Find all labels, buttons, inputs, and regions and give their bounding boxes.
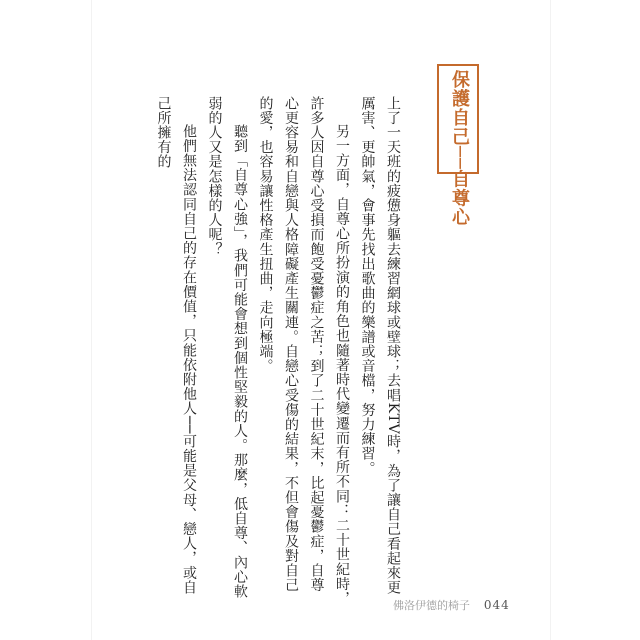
page-footer (393, 597, 510, 613)
page-number: 044 (483, 598, 510, 612)
section-heading: 保護自己──自尊心 (449, 70, 470, 227)
paragraph-2: 上了一天班的疲憊身軀去練習網球或壁球；去唱KTV時，為了讓自己看起來更厲害、更帥氣，會事先找出歌曲的樂譜或音檔，努力練習。 (359, 96, 401, 595)
footer-book-title: 佛洛伊德的椅子 (393, 599, 470, 612)
paragraph-3: 另一方面，自尊心所扮演的角色也隨著時代變遷而有所不同：二十世紀時，許多人因自尊心受損而飽受憂鬱症之苦；到了二十世紀末，比起憂鬱症，自尊心更容易和自戀與人格障礙產生關連。自戀心受傷的結果，不但會傷及對自己的愛，也容易讓性格產生扭曲，走向極端。 (257, 96, 350, 606)
paragraph-4: 聽到「自尊心強」，我們可能會想到個性堅毅的人。那麼，低自尊、內心軟弱的人又是怎樣的人呢？ (206, 96, 248, 599)
body-text-area (150, 96, 405, 606)
body-text-column (150, 96, 405, 606)
paragraph-5: 他們無法認同自己的存在價值，只能依附他人──可能是父母、戀人，或自己所擁有的 (155, 96, 197, 595)
